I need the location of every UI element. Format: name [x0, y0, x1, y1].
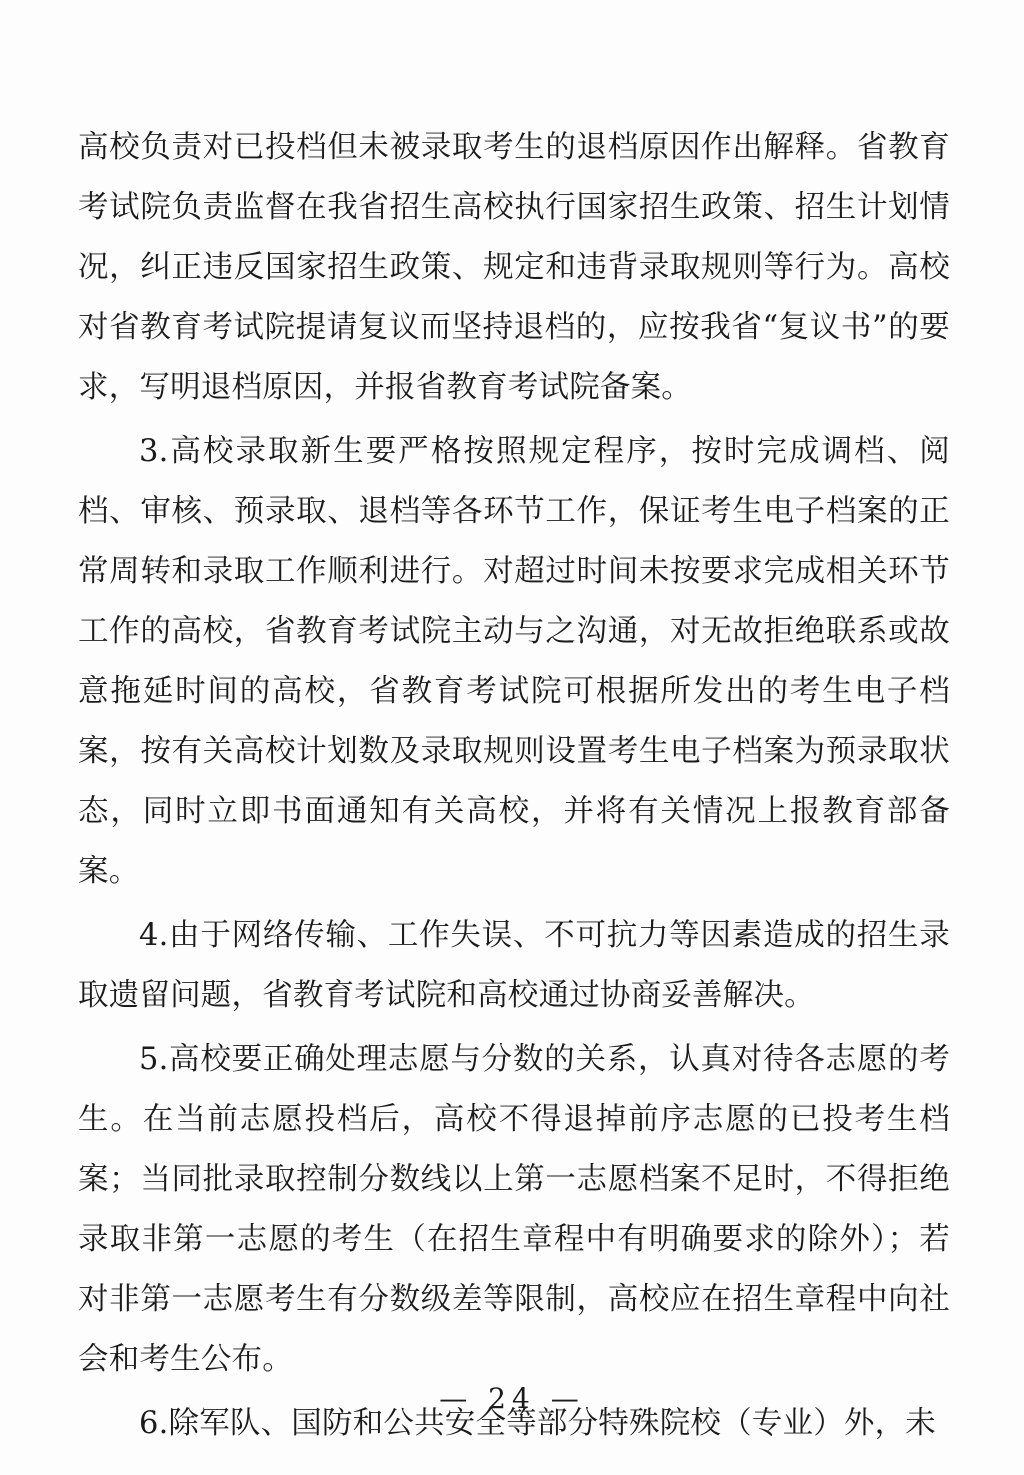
page-body: [78, 118, 950, 1458]
paragraph-item-4: 4.由于网络传输、工作失误、不可抗力等因素造成的招生录取遗留问题，省教育考试院和高校通过协商妥善解决。: [78, 918, 950, 1013]
paragraph-item-6: 6.除军队、国防和公共安全等部分特殊院校（专业）外，未: [139, 1406, 936, 1441]
paragraph-item-3: 3.高校录取新生要严格按照规定程序，按时完成调档、阅档、审核、预录取、退档等各环节工作，保证考生电子档案的正常周转和录取工作顺利进行。对超过时间未按要求完成相关环节工作的高校，省教育考试院主动与之沟通，对无故拒绝联系或故意拖延时间的高校，省教育考试院可根据所发出的考生电子档案，按有关高校计划数及录取规则设置考生电子档案为预录取状态，同时立即书面通知有关高校，并将有关情况上报教育部备案。: [78, 434, 950, 889]
paragraph-continued: 高校负责对已投档但未被录取考生的退档原因作出解释。省教育考试院负责监督在我省招生高校执行国家招生政策、招生计划情况，纠正违反国家招生政策、规定和违背录取规则等行为。高校对省教育考试院提请复议而坚持退档的，应按我省“复议书”的要求，写明退档原因，并报省教育考试院备案。: [78, 130, 950, 405]
page-footer: [0, 1382, 1024, 1415]
page-number: — 24 —: [439, 1382, 585, 1415]
paragraph-item-5: 5.高校要正确处理志愿与分数的关系，认真对待各志愿的考生。在当前志愿投档后，高校不得退掉前序志愿的已投考生档案；当同批录取控制分数线以上第一志愿档案不足时，不得拒绝录取非第一志愿的考生（在招生章程中有明确要求的除外）；若对非第一志愿考生有分数级差等限制，高校应在招生章程中向社会和考生公布。: [78, 1042, 950, 1377]
